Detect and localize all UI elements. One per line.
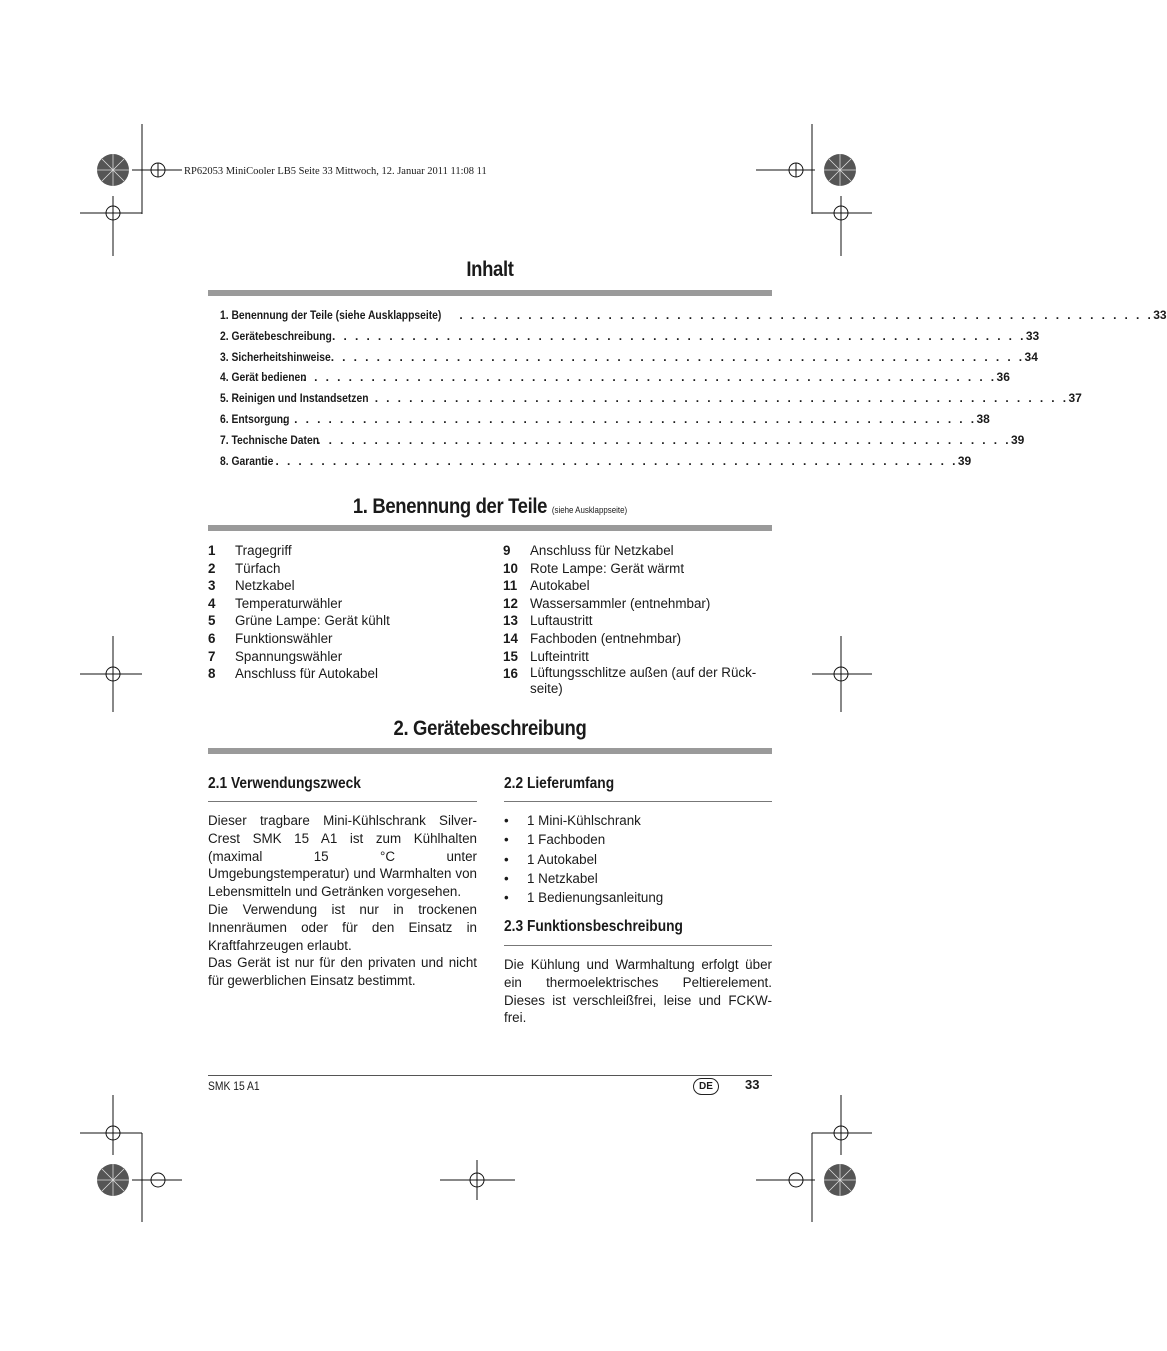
toc-entry[interactable]: 6. Entsorgung . . . . . . . . . . . . . . . . . . . . . . . . . . . . . . . . . . . . . . . . . . . . . . . . . . . . . . . . . . . . . 38	[220, 411, 990, 426]
list-item: • 1 Netzkabel	[504, 870, 598, 886]
list-item: 15 Lufteintritt	[503, 648, 589, 664]
toc-entry[interactable]: 1. Benennung der Teile (siehe Ausklappseite) . . . . . . . . . . . . . . . . . . . . . . . . . . . . . . . . . . . . . . . . . . . . . . . . . . . . . . . . . . . . . 33	[220, 308, 1167, 322]
paragraph: Das Gerät ist nur für den privaten und nicht für gewerblichen Einsatz bestimmt.	[208, 955, 477, 989]
list-item: 1 Tragegriff	[208, 543, 292, 558]
section1-heading-note: (siehe Ausklappseite)	[551, 505, 628, 515]
toc-entry[interactable]: 8. Garantie . . . . . . . . . . . . . . . . . . . . . . . . . . . . . . . . . . . . . . . . . . . . . . . . . . . . . . . . . . . . . 39	[220, 453, 972, 468]
list-item: 4 Temperaturwähler	[208, 595, 343, 611]
section1-heading: 1. Benennung der Teile (siehe Ausklappseite)	[352, 495, 628, 518]
list-item: 8 Anschluss für Autokabel	[208, 666, 378, 682]
list-item: 11 Autokabel	[503, 578, 590, 594]
s23-heading: 2.3 Funktionsbeschreibung	[504, 918, 683, 935]
list-item: 5 Grüne Lampe: Gerät kühlt	[208, 613, 390, 629]
toc-entry[interactable]: 3. Sicherheitshinweise . . . . . . . . . . . . . . . . . . . . . . . . . . . . . . . . . . . . . . . . . . . . . . . . . . . . . . . . . . . . . 34	[220, 349, 1038, 364]
list-item: 14 Fachboden (entnehmbar)	[503, 630, 682, 646]
s22-heading: 2.2 Lieferumfang	[504, 775, 615, 792]
list-item: 3 Netzkabel	[208, 578, 295, 594]
list-item: 6 Funktionswähler	[208, 630, 333, 646]
list-item: 2 Türfach	[208, 560, 281, 576]
list-item: • 1 Bedienungsanleitung	[504, 890, 664, 906]
section2-heading: 2. Gerätebeschreibung	[393, 717, 587, 740]
list-item: 10 Rote Lampe: Gerät wärmt	[503, 560, 685, 576]
s23-paragraph: Die Kühlung und Warmhaltung erfolgt über ein thermoelektrisches Peltierelement. Dieses ist verschleißfrei, leise und FCKW-frei.	[504, 957, 772, 1026]
page-number: 33	[745, 1077, 760, 1092]
language-badge: DE	[693, 1078, 719, 1095]
paragraph: Die Verwendung ist nur in trockenen Innenräumen oder für den Einsatz in Kraftfahrzeugen erlaubt.	[208, 901, 477, 953]
toc-entry[interactable]: 4. Gerät bedienen . . . . . . . . . . . . . . . . . . . . . . . . . . . . . . . . . . . . . . . . . . . . . . . . . . . . . . . . . . . . . 36	[220, 370, 1010, 385]
list-item: 16 Lüftungsschlitze außen (auf der Rück-seite)	[503, 665, 757, 697]
toc-entry[interactable]: 2. Gerätebeschreibung . . . . . . . . . . . . . . . . . . . . . . . . . . . . . . . . . . . . . . . . . . . . . . . . . . . . . . . . . . . . . 33	[220, 328, 1040, 343]
print-header: RP62053 MiniCooler LB5 Seite 33 Mittwoch, 12. Januar 2011 11:08 11	[184, 166, 487, 177]
list-item: 7 Spannungswähler	[208, 648, 343, 664]
list-item: • 1 Autokabel	[504, 851, 597, 867]
list-item: • 1 Mini-Kühlschrank	[504, 813, 641, 828]
s21-heading: 2.1 Verwendungszweck	[208, 775, 361, 792]
toc-heading: Inhalt	[466, 258, 514, 281]
paragraph: Dieser tragbare Mini-Kühlschrank Silver-Crest SMK 15 A1 ist zum Kühlhalten (maximal 15 °C unter Umgebungstemperatur) und Warmhalten von Lebensmitteln und Getränken vorgesehen.	[208, 813, 477, 900]
list-item: 13 Luftaustritt	[503, 613, 593, 629]
list-item: 12 Wassersammler (entnehmbar)	[503, 595, 711, 611]
list-item: • 1 Fachboden	[504, 832, 606, 848]
list-item: 9 Anschluss für Netzkabel	[503, 543, 674, 558]
toc-entry[interactable]: 5. Reinigen und Instandsetzen . . . . . . . . . . . . . . . . . . . . . . . . . . . . . . . . . . . . . . . . . . . . . . . . . . . . . . . . . . . . . 37	[220, 391, 1082, 406]
toc-entry[interactable]: 7. Technische Daten . . . . . . . . . . . . . . . . . . . . . . . . . . . . . . . . . . . . . . . . . . . . . . . . . . . . . . . . . . . . . 39	[220, 432, 1025, 447]
footer-model: SMK 15 A1	[208, 1079, 260, 1093]
